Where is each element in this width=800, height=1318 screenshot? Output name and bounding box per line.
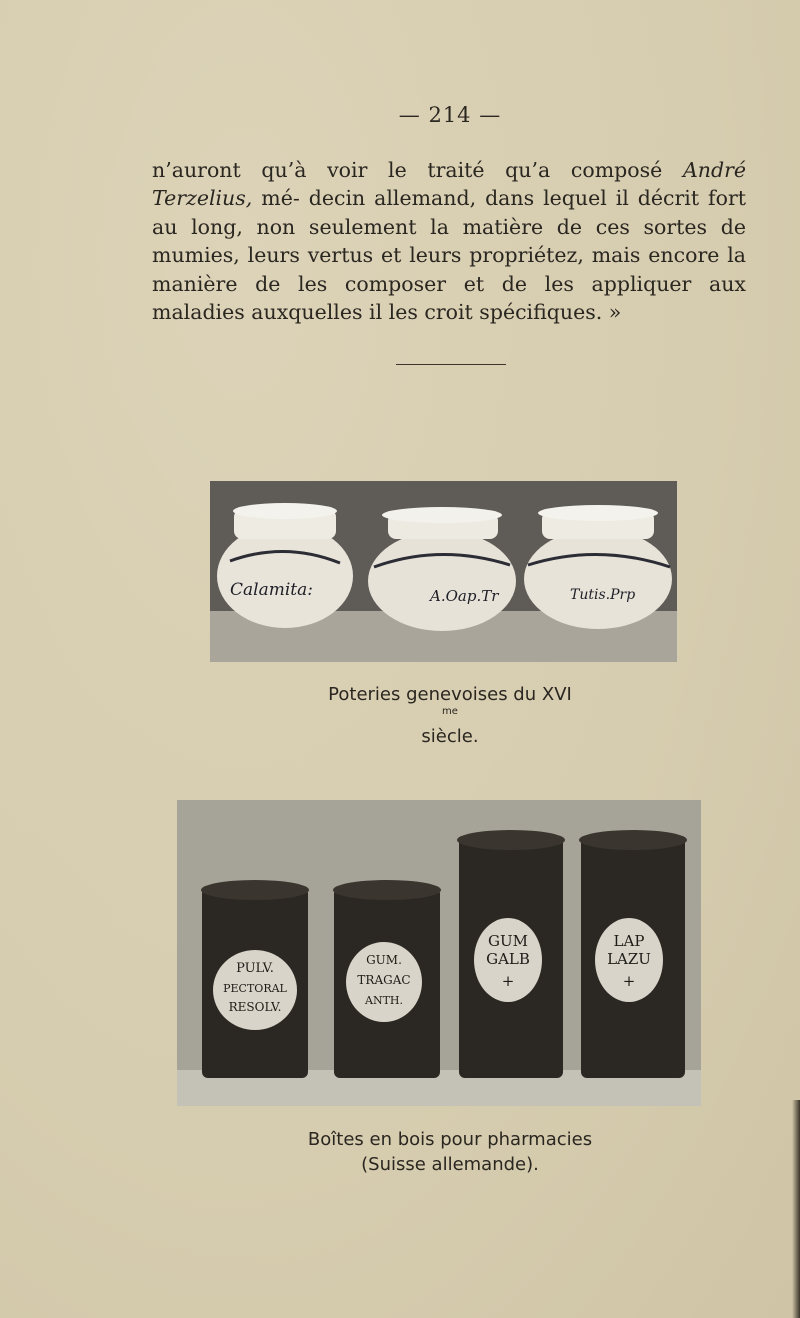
figure1-caption: Poteries genevoises du $XVI^{me}siècle$.	[328, 684, 572, 747]
jar-2	[368, 507, 516, 631]
body-text-rest: decin allemand, dans lequel il décrit fort au long, non seulement la matière de ces sortes de mumies, leurs vertus et leurs propriétez, mais encore la manière de les composer et de les appliquer aux maladies auxquelles il les croit spécifiques. »	[152, 186, 747, 325]
box-4	[579, 830, 687, 1078]
section-divider	[396, 364, 506, 365]
author-name: André Terzelius,	[152, 158, 746, 211]
box-1-label-2: PECTORAL	[223, 982, 287, 995]
body-text-start: n’auront qu’à voir le traité qu’a composé	[152, 158, 683, 182]
box-3	[457, 830, 565, 1078]
box-3-label-3: +	[501, 972, 515, 990]
box-4-label-1: LAP	[613, 932, 645, 950]
box-2-label-2: TRAGAC	[357, 973, 411, 987]
box-3-label-2: GALB	[486, 950, 530, 968]
body-paragraph	[152, 156, 746, 326]
box-1	[201, 880, 309, 1078]
page-number: — 214 —	[398, 103, 502, 127]
box-1-label-3: RESOLV.	[228, 1000, 282, 1014]
box-4-label-2: LAZU	[607, 950, 651, 968]
figure2-caption-line2: (Suisse allemande).	[361, 1154, 539, 1175]
box-3-label-1: GUM	[488, 932, 528, 950]
box-1-label-1: PULV.	[236, 961, 274, 976]
box-4-label-3: +	[622, 972, 636, 990]
jar-3	[524, 505, 672, 629]
wooden-boxes-photo	[177, 800, 701, 1106]
pottery-photo	[210, 481, 677, 662]
jar-1	[217, 503, 353, 628]
box-2	[333, 880, 441, 1078]
body-text-hyphen: mé-	[252, 186, 300, 211]
box-2-label-3: ANTH.	[365, 994, 403, 1007]
figure2-caption-line1: Boîtes en bois pour pharmacies	[307, 1129, 593, 1150]
jar-label-2: A.Oap.Tr	[430, 587, 499, 605]
box-2-label-1: GUM.	[366, 953, 402, 967]
jar-label-3: Tutis.Prp	[570, 587, 636, 603]
jar-label-1: Calamita:	[230, 580, 313, 600]
book-spine-shadow	[792, 1100, 800, 1318]
